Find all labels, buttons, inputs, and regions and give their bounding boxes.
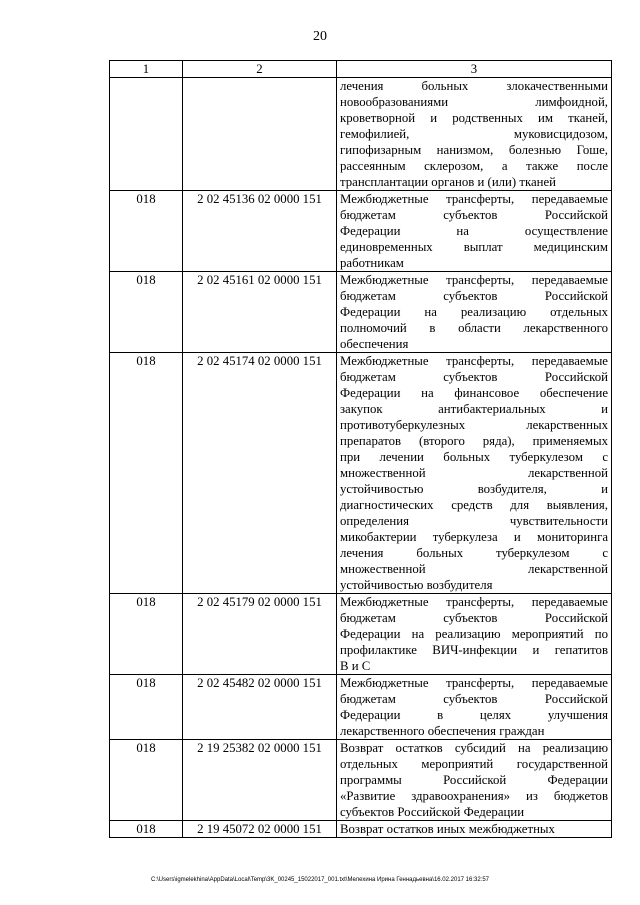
description-line: диагностических средств для выявления,	[340, 498, 608, 512]
description-line: лечения больных злокачественными	[340, 79, 608, 93]
description-line: бюджетам субъектов Российской	[340, 208, 608, 222]
table-header-row	[110, 61, 612, 78]
description-line: Федерации на осуществление	[340, 224, 608, 238]
description-line: противотуберкулезных лекарственных	[340, 418, 608, 432]
description-line: гипофизарным нанизмом, болезнью Гоше,	[340, 143, 608, 157]
description-line: устойчивостью возбудителя	[340, 578, 493, 592]
table-row	[110, 272, 612, 353]
table-row	[110, 78, 612, 191]
description-line: отдельных мероприятий государственной	[340, 757, 608, 771]
column-header-3: 3	[337, 61, 612, 78]
table-row	[110, 594, 612, 675]
table-row	[110, 821, 612, 838]
income-description-cell	[337, 78, 612, 191]
income-description-cell	[337, 353, 612, 594]
description-line: Возврат остатков субсидий на реализацию	[340, 741, 608, 755]
description-line: профилактике ВИЧ-инфекции и гепатитов	[340, 643, 608, 657]
income-description-cell	[337, 821, 612, 838]
description-line: Федерации на реализацию мероприятий по	[340, 627, 608, 641]
description-line: определения чувствительности	[340, 514, 608, 528]
description-line: лекарственного обеспечения граждан	[340, 724, 545, 738]
income-description-cell	[337, 272, 612, 353]
description-line: Федерации на финансовое обеспечение	[340, 386, 608, 400]
description-line: Межбюджетные трансферты, передаваемые	[340, 354, 608, 368]
budget-classification-code-cell: 2 19 25382 02 0000 151	[183, 740, 337, 821]
column-header-1: 1	[110, 61, 183, 78]
column-header-2: 2	[183, 61, 337, 78]
budget-code-table	[109, 60, 612, 838]
description-line: гемофилией, муковисцидозом,	[340, 127, 608, 141]
budget-classification-code-cell: 2 02 45174 02 0000 151	[183, 353, 337, 594]
administrator-code-cell: 018	[110, 353, 183, 594]
table-row	[110, 191, 612, 272]
description-line: обеспечения	[340, 337, 409, 351]
description-line: бюджетам субъектов Российской	[340, 370, 608, 384]
administrator-code-cell: 018	[110, 272, 183, 353]
description-line: Возврат остатков иных межбюджетных	[340, 822, 555, 836]
income-description-cell	[337, 740, 612, 821]
table-row	[110, 353, 612, 594]
file-path-footer: C:\Users\igmelekhina\AppData\Local\Temp\3K_00245_15022017_001.txt\Мелехина Ирина Геннадьевна\16.02.2017 16:32:57	[150, 877, 490, 883]
administrator-code-cell: 018	[110, 594, 183, 675]
description-line: бюджетам субъектов Российской	[340, 289, 608, 303]
budget-classification-code-cell: 2 19 45072 02 0000 151	[183, 821, 337, 838]
description-line: рассеянным склерозом, а также после	[340, 159, 608, 173]
budget-classification-code-cell	[183, 78, 337, 191]
description-line: при лечении больных туберкулезом с	[340, 450, 608, 464]
description-line: работникам	[340, 256, 404, 270]
description-line: полномочий в области лекарственного	[340, 321, 608, 335]
description-line: препаратов (второго ряда), применяемых	[340, 434, 608, 448]
description-line: множественной лекарственной	[340, 562, 608, 576]
budget-classification-code-cell: 2 02 45136 02 0000 151	[183, 191, 337, 272]
administrator-code-cell	[110, 78, 183, 191]
table-body	[110, 78, 612, 838]
description-line: кроветворной и родственных им тканей,	[340, 111, 608, 125]
administrator-code-cell: 018	[110, 740, 183, 821]
description-line: новообразованиями лимфоидной,	[340, 95, 608, 109]
description-line: единовременных выплат медицинским	[340, 240, 608, 254]
description-line: Межбюджетные трансферты, передаваемые	[340, 192, 608, 206]
description-line: Федерации в целях улучшения	[340, 708, 608, 722]
budget-classification-code-cell: 2 02 45179 02 0000 151	[183, 594, 337, 675]
description-line: В и С	[340, 659, 371, 673]
page-number: 20	[313, 29, 327, 44]
administrator-code-cell: 018	[110, 191, 183, 272]
budget-classification-code-cell: 2 02 45482 02 0000 151	[183, 675, 337, 740]
description-line: закупок антибактериальных и	[340, 402, 608, 416]
description-line: трансплантации органов и (или) тканей	[340, 175, 557, 189]
administrator-code-cell: 018	[110, 821, 183, 838]
income-description-cell	[337, 191, 612, 272]
administrator-code-cell: 018	[110, 675, 183, 740]
table-row	[110, 740, 612, 821]
description-line: лечения больных туберкулезом с	[340, 546, 608, 560]
description-line: Межбюджетные трансферты, передаваемые	[340, 273, 608, 287]
description-line: Федерации на реализацию отдельных	[340, 305, 608, 319]
income-description-cell	[337, 594, 612, 675]
description-line: Межбюджетные трансферты, передаваемые	[340, 595, 608, 609]
description-line: Межбюджетные трансферты, передаваемые	[340, 676, 608, 690]
description-line: микобактерии туберкулеза и мониторинга	[340, 530, 608, 544]
description-line: программы Российской Федерации	[340, 773, 608, 787]
description-line: субъектов Российской Федерации	[340, 805, 525, 819]
description-line: бюджетам субъектов Российской	[340, 611, 608, 625]
description-line: множественной лекарственной	[340, 466, 608, 480]
description-line: «Развитие здравоохранения» из бюджетов	[340, 789, 608, 803]
description-line: устойчивостью возбудителя, и	[340, 482, 608, 496]
table-row	[110, 675, 612, 740]
description-line: бюджетам субъектов Российской	[340, 692, 608, 706]
budget-classification-code-cell: 2 02 45161 02 0000 151	[183, 272, 337, 353]
income-description-cell	[337, 675, 612, 740]
